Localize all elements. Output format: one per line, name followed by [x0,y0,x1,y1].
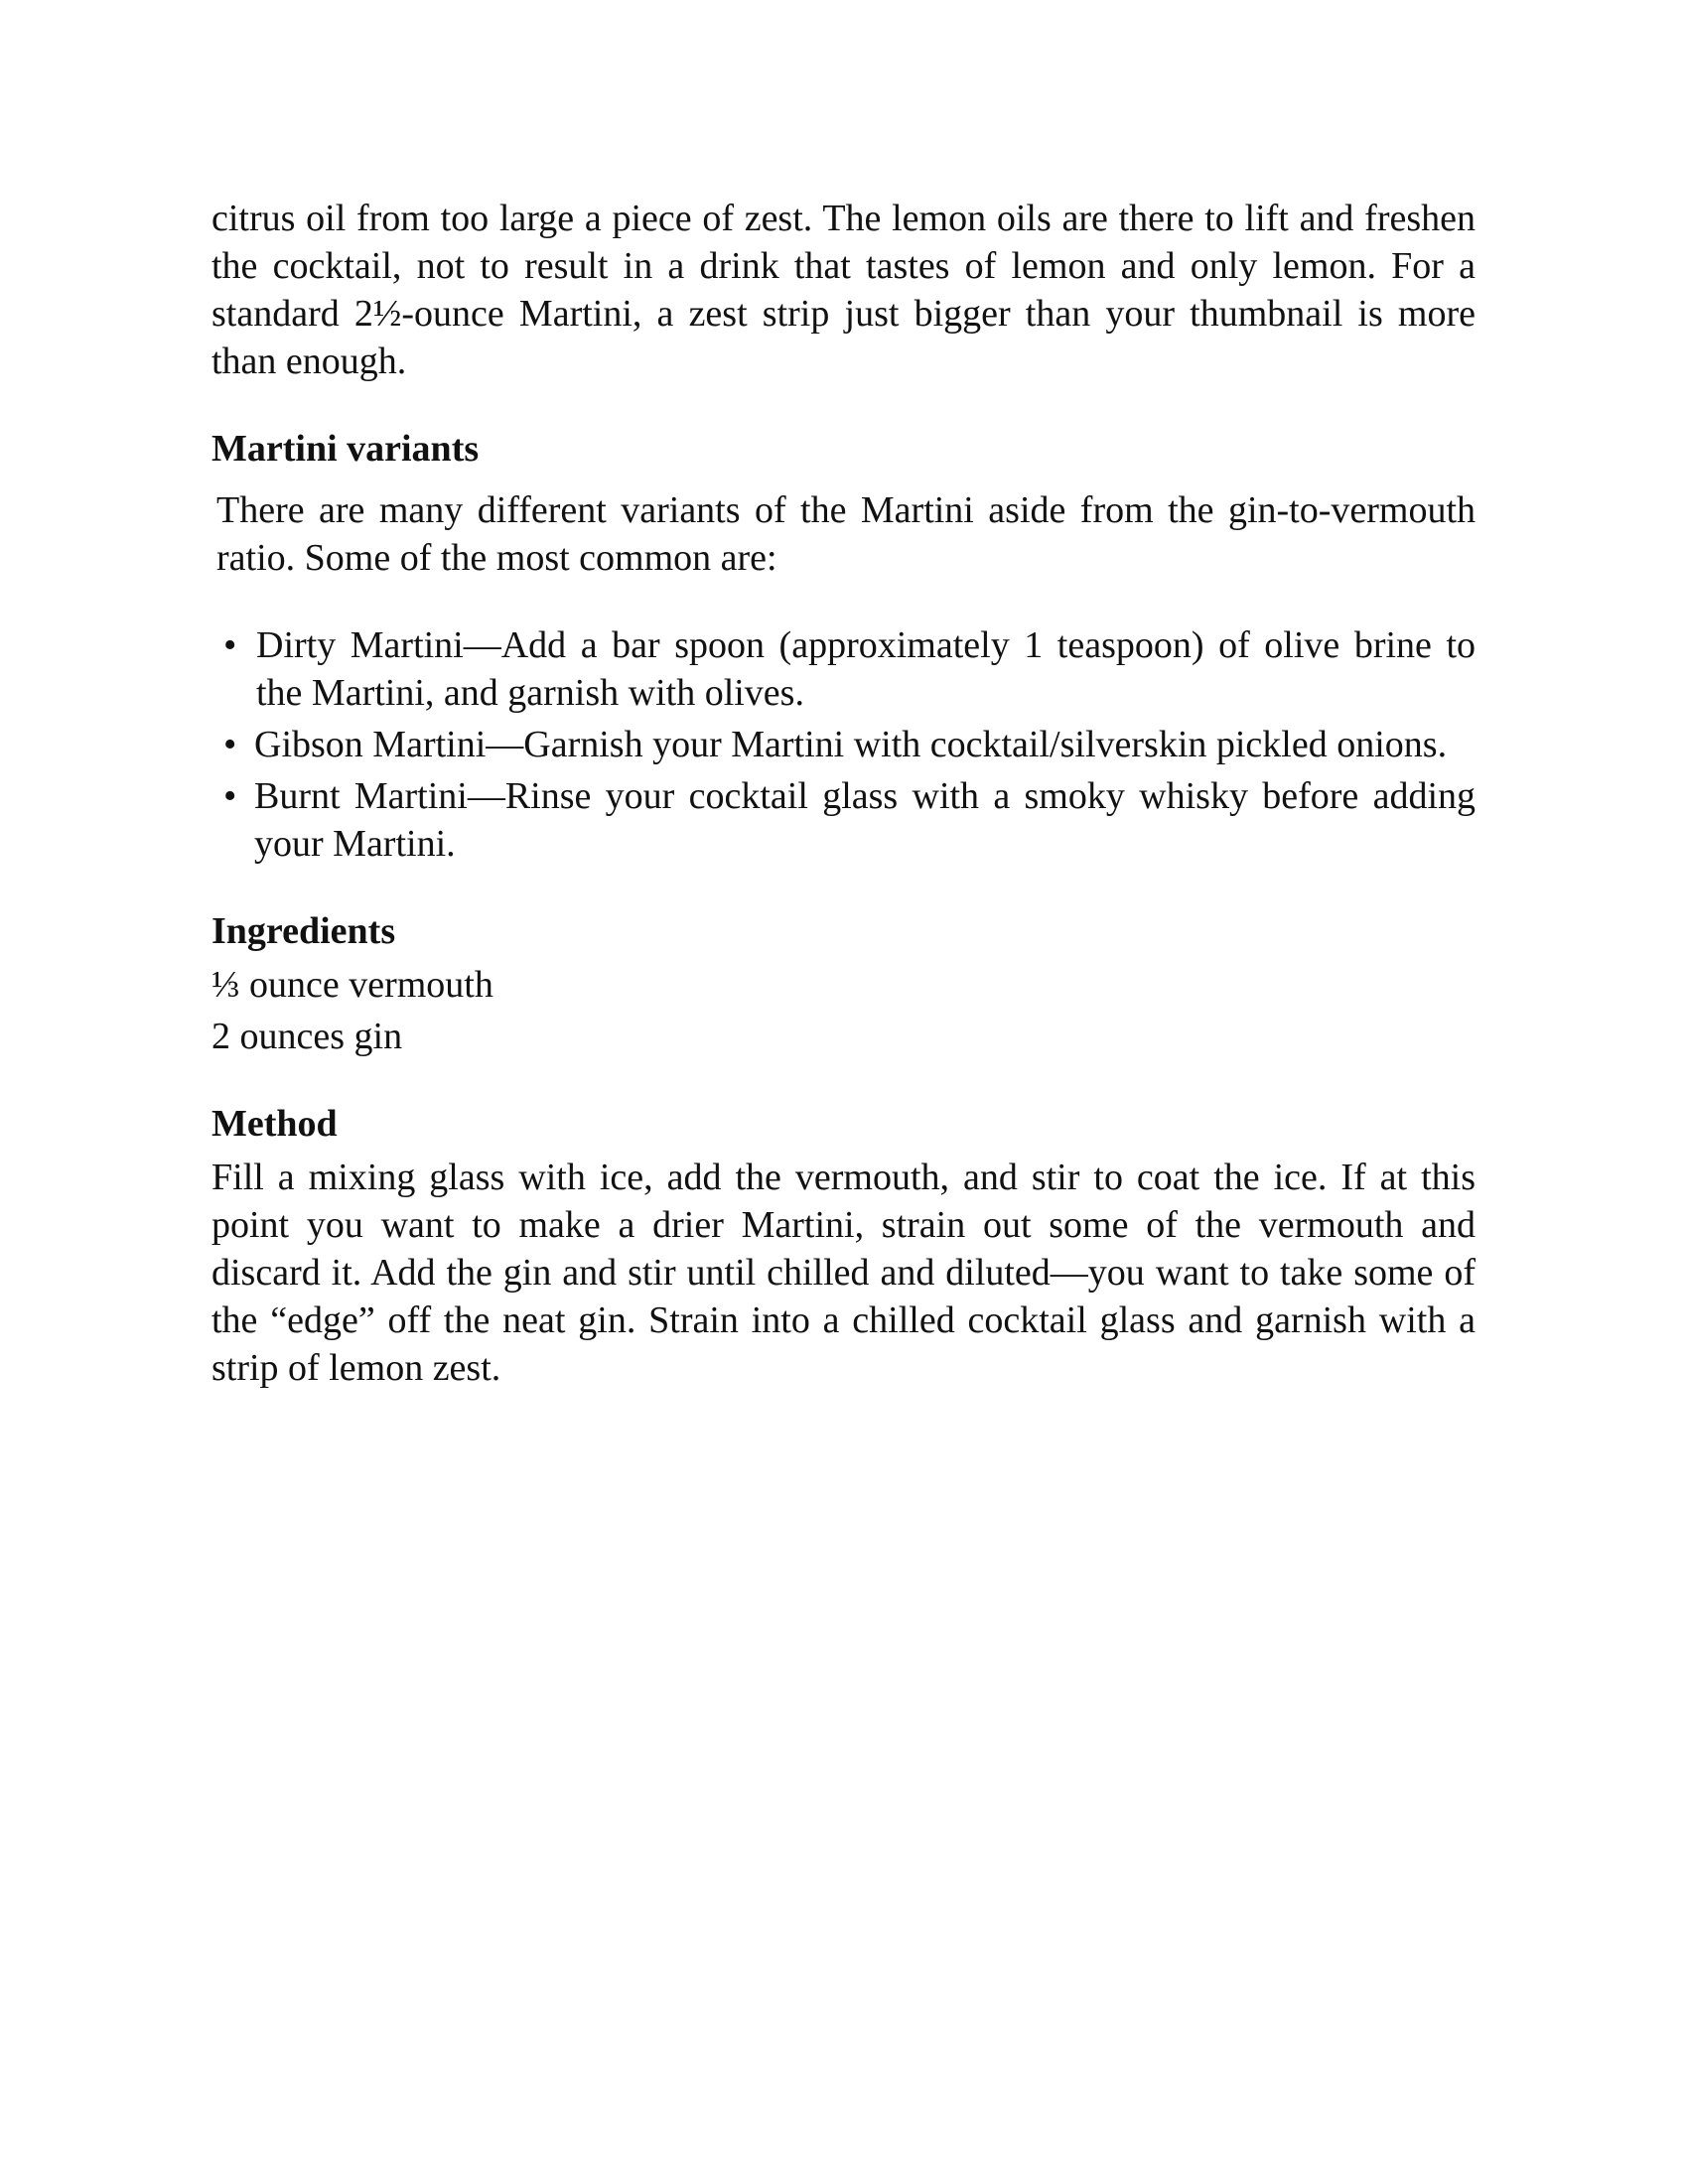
ingredients-list [211,961,1476,1060]
ingredient-item: ⅓ ounce vermouth [211,964,493,1006]
method-paragraph: Fill a mixing glass with ice, add the vermouth, and stir to coat the ice. If at this point you want to make a drier Martini, strain out some of the vermouth and discard it. Add the gin and stir until chilled and diluted—you want to take some of the “edge” off the neat gin. Strain into a chilled cocktail glass and garnish with a strip of lemon zest. [211,1157,1476,1389]
list-item-text: Dirty Martini—Add a bar spoon (approximately 1 teaspoon) of olive brine to the Martini, and garnish with olives. [256,624,1476,714]
document-page [211,195,1476,1392]
bullet-icon: • [223,624,237,666]
list-item-text: Burnt Martini—Rinse your cocktail glass with a smoky whisky before adding your Martini. [254,775,1476,865]
list-item [211,621,1476,717]
list-item [211,721,1476,768]
variants-heading: Martini variants [211,428,480,470]
variants-list [211,621,1476,868]
bullet-icon: • [223,724,237,765]
ingredient-item: 2 ounces gin [211,1016,403,1057]
ingredients-heading: Ingredients [211,910,396,952]
list-item [211,772,1476,868]
method-heading: Method [211,1103,338,1145]
bullet-icon: • [223,775,237,817]
intro-paragraph: citrus oil from too large a piece of zest. The lemon oils are there to lift and freshen the cocktail, not to result in a drink that tastes of lemon and only lemon. For a standard 2½-ounce Martini, a zest strip just bigger than your thumbnail is more than enough. [211,198,1476,382]
variants-paragraph: There are many different variants of the Martini aside from the gin-to-vermouth ratio. Some of the most common are: [216,489,1476,579]
list-item-text: Gibson Martini—Garnish your Martini with cocktail/silverskin pickled onions. [254,724,1448,765]
